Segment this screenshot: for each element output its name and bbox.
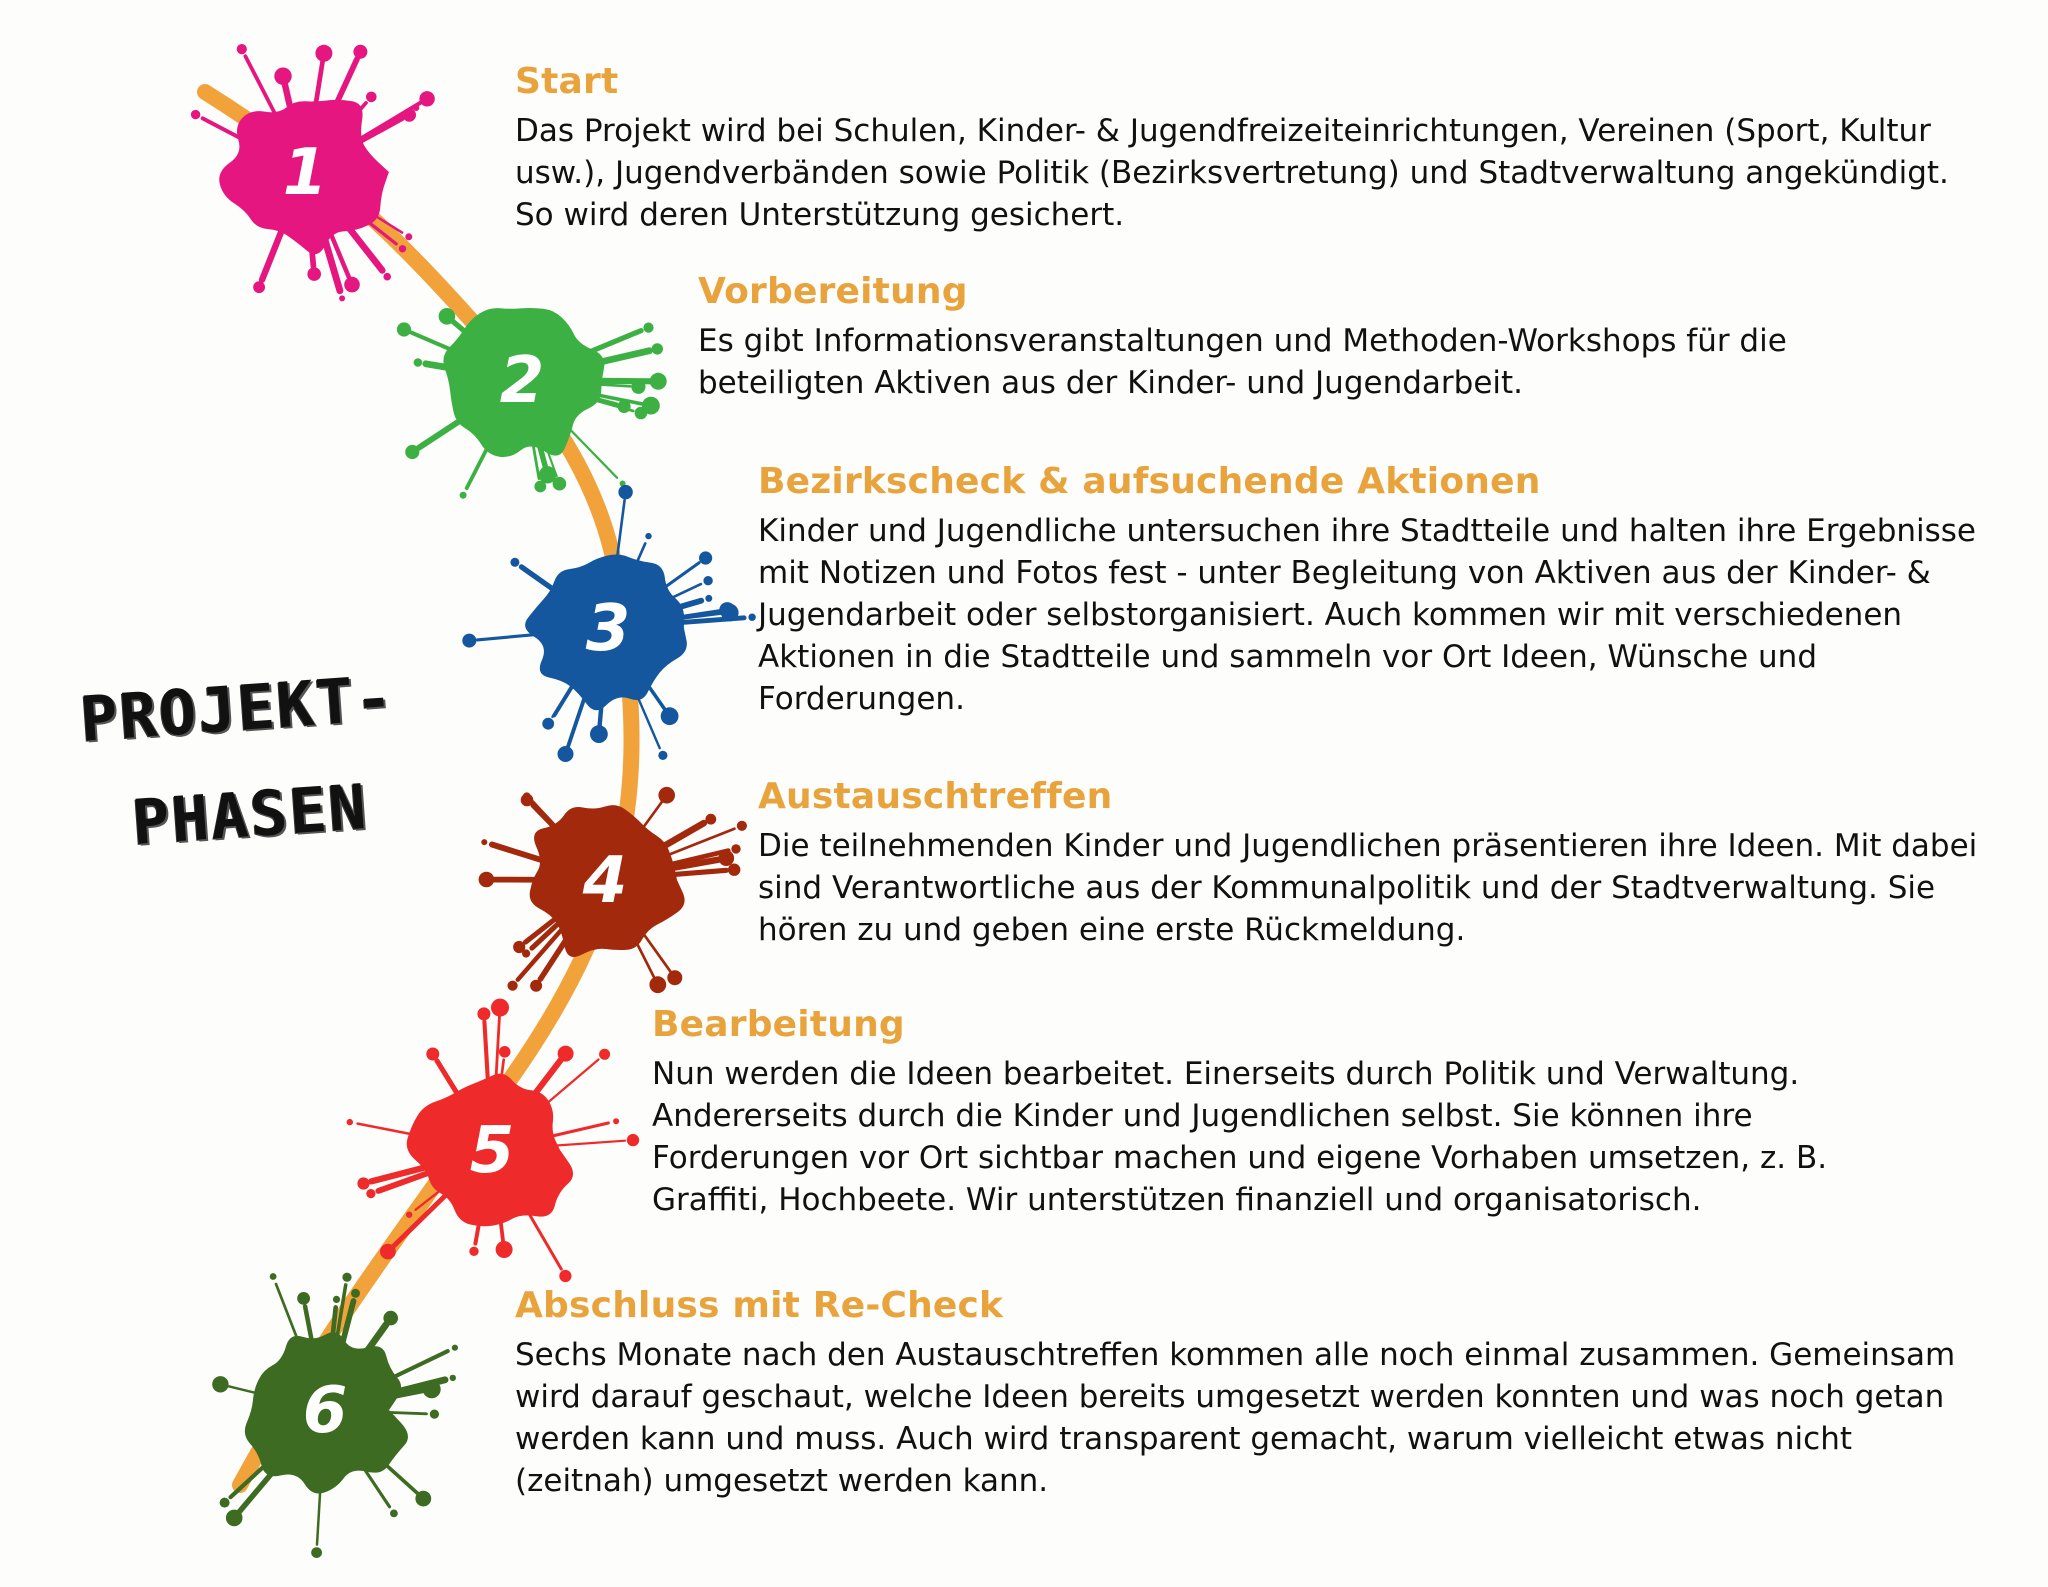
phase-description: Das Projekt wird bei Schulen, Kinder- & Jugendfreizeiteinrichtungen, Vereinen (Sport, Kultur usw.), Jugendverbänden sowie Politik (Bezirksvertretung) und Stadtverwaltung angekündigt. So wird deren Unterstützung gesichert. <box>515 113 1949 233</box>
side-title-line2: PHASEN <box>129 769 371 860</box>
phase-title: Start <box>515 61 619 102</box>
phase-description: Es gibt Informationsveranstaltungen und Methoden-Workshops für die beteiligten Aktiven aus der Kinder- und Jugendarbeit. <box>698 323 1787 401</box>
phase-title: Bearbeitung <box>652 1004 905 1045</box>
phase-description: Nun werden die Ideen bearbeitet. Einerseits durch Politik und Verwaltung. Andererseits durch die Kinder und Jugendlichen selbst. Sie können ihre Forderungen vor Ort sichtbar machen und eigene Vorhaben umsetzen, z. B. Graffiti, Hochbeete. Wir unterstützen finanziell und organisatorisch. <box>652 1056 1828 1218</box>
phase-2 <box>698 270 1828 404</box>
phase-number-5: 5 <box>469 1114 515 1188</box>
phase-5 <box>652 1003 1952 1221</box>
phase-number-3: 3 <box>585 592 631 666</box>
side-title-line1: PROJEKT- <box>77 661 397 756</box>
phase-description: Sechs Monate nach den Austauschtreffen kommen alle noch einmal zusammen. Gemeinsam wird darauf geschaut, welche Ideen bereits umgesetzt werden konnten und was noch getan werden kann und muss. Auch wird transparent gemacht, warum vielleicht etwas nicht (zeitnah) umgesetzt werden kann. <box>515 1337 1956 1499</box>
phase-description: Die teilnehmenden Kinder und Jugendlichen präsentieren ihre Ideen. Mit dabei sind Verantwortliche aus der Kommunalpolitik und der Stadtverwaltung. Sie hören zu und geben eine erste Rückmeldung. <box>758 828 1978 948</box>
phase-number-4: 4 <box>582 844 628 918</box>
phase-title: Vorbereitung <box>698 271 968 312</box>
phase-1 <box>515 60 1995 236</box>
phase-number-1: 1 <box>282 136 328 210</box>
phase-title: Bezirkscheck & aufsuchende Aktionen <box>758 461 1541 502</box>
phase-title: Abschluss mit Re-Check <box>515 1285 1004 1326</box>
phase-6 <box>515 1284 1995 1502</box>
phase-4 <box>758 775 1983 951</box>
phase-number-2: 2 <box>499 344 545 418</box>
phase-3 <box>758 460 1983 720</box>
phase-description: Kinder und Jugendliche untersuchen ihre Stadtteile und halten ihre Ergebnisse mit Notizen und Fotos fest - unter Begleitung von Aktiven aus der Kinder- & Jugendarbeit oder selbstorganisiert. Auch kommen wir mit verschiedenen Aktionen in die Stadtteile und sammeln vor Ort Ideen, Wünsche und Forderungen. <box>758 513 1977 717</box>
phase-title: Austauschtreffen <box>758 776 1113 817</box>
phase-number-6: 6 <box>302 1374 348 1448</box>
